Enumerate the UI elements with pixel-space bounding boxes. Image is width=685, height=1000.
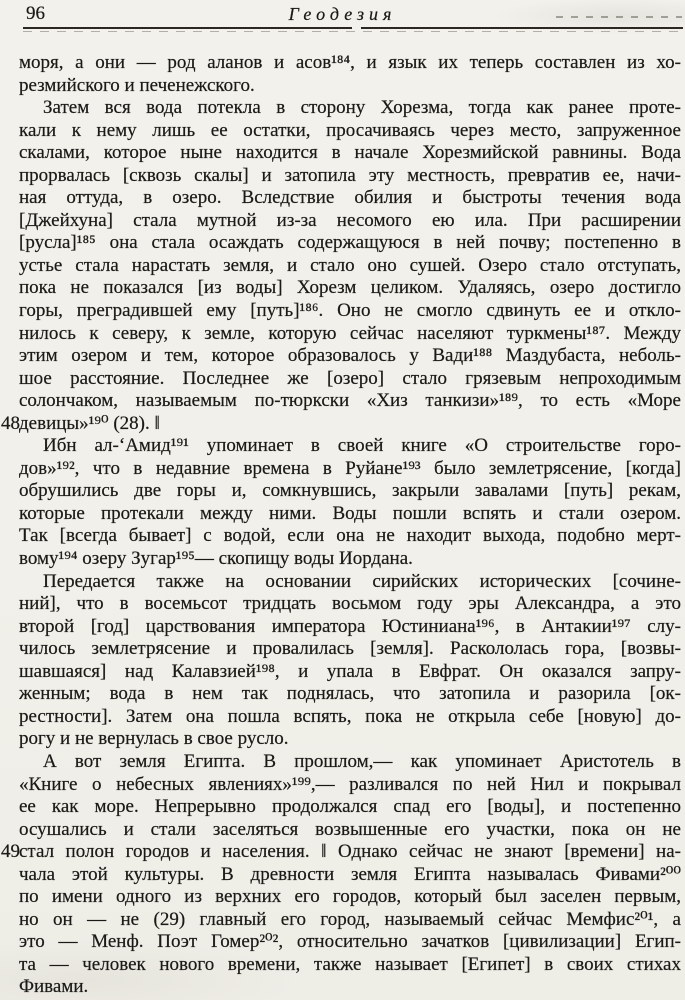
header-rule-left — [23, 27, 352, 29]
text-line: второй [год] царствования императора Юстиниана¹⁹⁶, в Антакии¹⁹⁷ слу- — [19, 615, 681, 637]
text-line: шое расстояние. Последнее же [озеро] стало грязевым непроходимым — [19, 367, 681, 389]
text-line: Так [всегда бывает] с водой, если она не находит выхода, подобно мерт- — [19, 525, 681, 547]
header-rule-shadow — [23, 31, 683, 32]
text-line: обрушились две горы и, сомкнувшись, закрыли завалами [путь] рекам, — [19, 480, 681, 502]
text-line: стал полон городов и населения. ‖ Однако сейчас не знают [времени] на- — [19, 841, 681, 863]
text-line: рестности]. Затем она пошла вспять, пока не открыла себе [новую] до- — [19, 705, 681, 727]
text-line: резмийского и печенежского. — [19, 74, 255, 96]
text-line: но он — не (29) главный его город, называемый сейчас Мемфис²⁰¹, а — [19, 908, 681, 930]
text-line: Передается также на основании сирийских исторических [сочине- — [43, 570, 681, 592]
text-line: по имени одного из верхних его городов, который был заселен первым, — [19, 886, 681, 908]
text-line: пока не показался [из воды] Хорезм целиком. Удаляясь, озеро достигло — [19, 277, 681, 299]
margin-number: 48 — [1, 412, 20, 434]
text-line: ная оттуда, в озеро. Вследствие обилия и быстроты течения вода — [19, 187, 681, 209]
text-line: вому¹⁹⁴ озеру Зугар¹⁹⁵— скопищу воды Иордана. — [19, 548, 413, 570]
text-line: «Книге о небесных явлениях»¹⁹⁹,— разливался по ней Нил и покрывал — [19, 773, 681, 795]
header-rule-right — [361, 27, 683, 29]
text-line: которые протекали между ними. Воды пошли вспять и стали озером. — [19, 502, 681, 524]
page-number: 96 — [26, 3, 45, 24]
running-title: Геодезия — [288, 4, 397, 24]
text-line: этим озером и тем, которое образовалось у Вади¹⁸⁸ Маздубаста, неболь- — [19, 345, 681, 367]
text-line: шавшаяся] над Калавзией¹⁹⁸, и упала в Евфрат. Он оказался запру- — [19, 660, 681, 682]
text-line: ний], что в восемьсот тридцать восьмом году эры Александра, а это — [19, 593, 681, 615]
text-line: чала этой культуры. В древности земля Египта называлась Фивами²⁰⁰ — [19, 863, 681, 885]
text-line: нилось к северу, к земле, которую сейчас населяют туркмены¹⁸⁷. Между — [19, 322, 681, 344]
text-line: [Джейхуна] стала мутной из-за несомого ею ила. При расширении — [19, 209, 681, 231]
text-line: это — Менф. Поэт Гомер²⁰², относительно зачатков [цивилизации] Егип- — [19, 931, 681, 953]
text-line: Затем вся вода потекла в сторону Хорезма, тогда как ранее проте- — [43, 97, 681, 119]
text-line: осушались и стали заселяться возвышенные его участки, пока он не — [19, 818, 681, 840]
text-line: моря, а они — род аланов и асов¹⁸⁴, и язык их теперь составлен из хо- — [19, 52, 681, 73]
text-line: Фивами. — [19, 976, 89, 998]
text-line: рогу и не вернулась в свое русло. — [19, 728, 289, 750]
text-line: [русла]¹⁸⁵ она стала осаждать содержащуюся в ней почву; постепенно в — [19, 232, 681, 254]
text-line: кали к нему лишь ее остатки, просачиваясь через место, запруженное — [19, 119, 681, 141]
text-line: та — человек нового времени, также называет [Египет] в своих стихах — [19, 953, 681, 975]
text-line: солончаком, называемым по-тюркски «Хиз танкизи»¹⁸⁹, то есть «Море — [19, 390, 681, 412]
text-line: девицы»¹⁹⁰ (28). ‖ — [19, 412, 160, 434]
margin-number: 49 — [1, 841, 20, 863]
text-line: женным; вода в нем так поднялась, что затопила и разорила [ок- — [19, 683, 681, 705]
text-line: дов»¹⁹², что в недавние времена в Руйане¹⁹³ было землетрясение, [когда] — [19, 457, 681, 479]
scan-artifact — [556, 16, 682, 18]
text-line: горы, преградившей ему [путь]¹⁸⁶. Оно не смогло сдвинуть ее и откло- — [19, 300, 681, 322]
text-block — [19, 52, 681, 999]
text-line: А вот земля Египта. В прошлом,— как упоминает Аристотель в — [43, 750, 681, 772]
text-line: устье стала нарастать земля, и стало оно сушей. Озеро стало отступать, — [19, 254, 681, 276]
text-line: Ибн ал-‘Амид¹⁹¹ упоминает в своей книге «О строительстве горо- — [43, 435, 681, 457]
text-line: ее как море. Непрерывно продолжался спад его [воды], и постепенно — [19, 796, 681, 818]
text-line: прорвалась [сквозь скалы] и затопила эту местность, превратив ее, начи- — [19, 164, 681, 186]
text-line: скалами, которое ныне находится в начале Хорезмийской равнины. Вода — [19, 142, 681, 164]
text-line: чилось землетрясение и провалилась [земля]. Раскололась гора, [возвы- — [19, 638, 681, 660]
